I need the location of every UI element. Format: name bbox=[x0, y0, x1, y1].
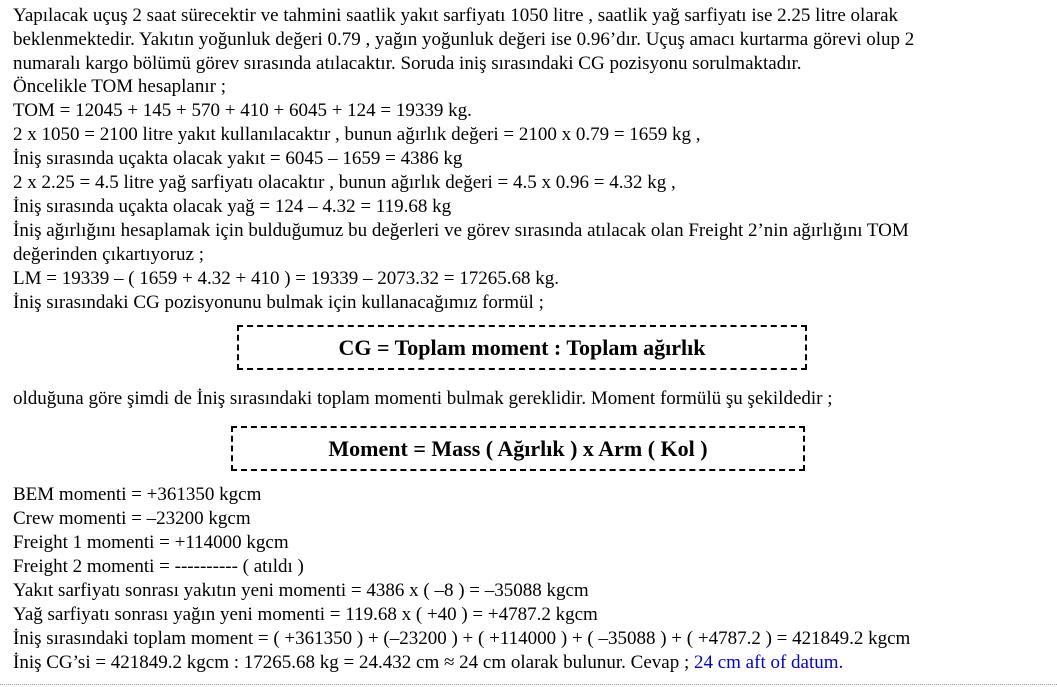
paragraph-line: 2 x 2.25 = 4.5 litre yağ sarfiyatı olacaktır , bunun ağırlık değeri = 4.5 x 0.96 = 4.32 kg , bbox=[13, 172, 676, 193]
cg-formula-box bbox=[237, 325, 807, 370]
moment-line: Yakıt sarfiyatı sonrası yakıtın yeni momenti = 4386 x ( –8 ) = –35088 kgcm bbox=[13, 580, 589, 601]
moment-formula-box bbox=[231, 426, 805, 471]
final-result-text: İniş CG’si = 421849.2 kgcm : 17265.68 kg = 24.432 cm ≈ 24 cm olarak bulunur. Cevap ; bbox=[13, 652, 694, 673]
paragraph-line: İniş sırasında uçakta olacak yakıt = 6045 – 1659 = 4386 kg bbox=[13, 148, 463, 169]
paragraph-line: TOM = 12045 + 145 + 570 + 410 + 6045 + 124 = 19339 kg. bbox=[13, 100, 472, 121]
moment-line: BEM momenti = +361350 kgcm bbox=[13, 484, 262, 505]
paragraph-line: beklenmektedir. Yakıtın yoğunluk değeri 0.79 , yağın yoğunluk değeri ise 0.96’dır. Uçuş amacı kurtarma görevi olup 2 bbox=[13, 29, 915, 50]
moment-line: Freight 2 momenti = ---------- ( atıldı ) bbox=[13, 556, 304, 577]
final-answer: 24 cm aft of datum. bbox=[693, 652, 844, 673]
middle-text: olduğuna göre şimdi de İniş sırasındaki toplam momenti bulmak gereklidir. Moment formülü şu şekildedir ; bbox=[13, 388, 833, 409]
paragraph-line: Yapılacak uçuş 2 saat sürecektir ve tahmini saatlik yakıt sarfiyatı 1050 litre , saatlik yağ sarfiyatı ise 2.25 litre olarak bbox=[13, 5, 899, 26]
moment-line: Freight 1 momenti = +114000 kgcm bbox=[13, 532, 289, 553]
paragraph-line: numaralı kargo bölümü görev sırasında atılacaktır. Soruda iniş sırasındaki CG pozisyonu sorulmaktadır. bbox=[13, 53, 802, 74]
final-result-line bbox=[13, 651, 843, 675]
paragraph-line: Öncelikle TOM hesaplanır ; bbox=[13, 76, 226, 97]
paragraph-line: İniş ağırlığını hesaplamak için bulduğumuz bu değerleri ve görev sırasında atılacak olan Freight 2’nin ağırlığını TOM bbox=[13, 220, 909, 241]
paragraph-line: İniş sırasındaki CG pozisyonunu bulmak için kullanacağımız formül ; bbox=[13, 292, 544, 313]
moment-line: Yağ sarfiyatı sonrası yağın yeni momenti = 119.68 x ( +40 ) = +4787.2 kgcm bbox=[13, 604, 598, 625]
paragraph-line: değerinden çıkartıyoruz ; bbox=[13, 244, 204, 265]
page-bottom-rule bbox=[0, 684, 1057, 685]
paragraph-line: 2 x 1050 = 2100 litre yakıt kullanılacaktır , bunun ağırlık değeri = 2100 x 0.79 = 1659 kg , bbox=[13, 124, 701, 145]
paragraph-line: LM = 19339 – ( 1659 + 4.32 + 410 ) = 19339 – 2073.32 = 17265.68 kg. bbox=[13, 268, 559, 289]
moment-line: Crew momenti = –23200 kgcm bbox=[13, 508, 251, 529]
moment-formula-text: Moment = Mass ( Ağırlık ) x Arm ( Kol ) bbox=[328, 435, 708, 461]
moment-line: İniş sırasındaki toplam moment = ( +361350 ) + (–23200 ) + ( +114000 ) + ( –35088 ) + ( +4787.2 ) = 421849.2 kgcm bbox=[13, 628, 911, 649]
paragraph-line: İniş sırasında uçakta olacak yağ = 124 – 4.32 = 119.68 kg bbox=[13, 196, 452, 217]
cg-formula-text: CG = Toplam moment : Toplam ağırlık bbox=[338, 334, 706, 360]
